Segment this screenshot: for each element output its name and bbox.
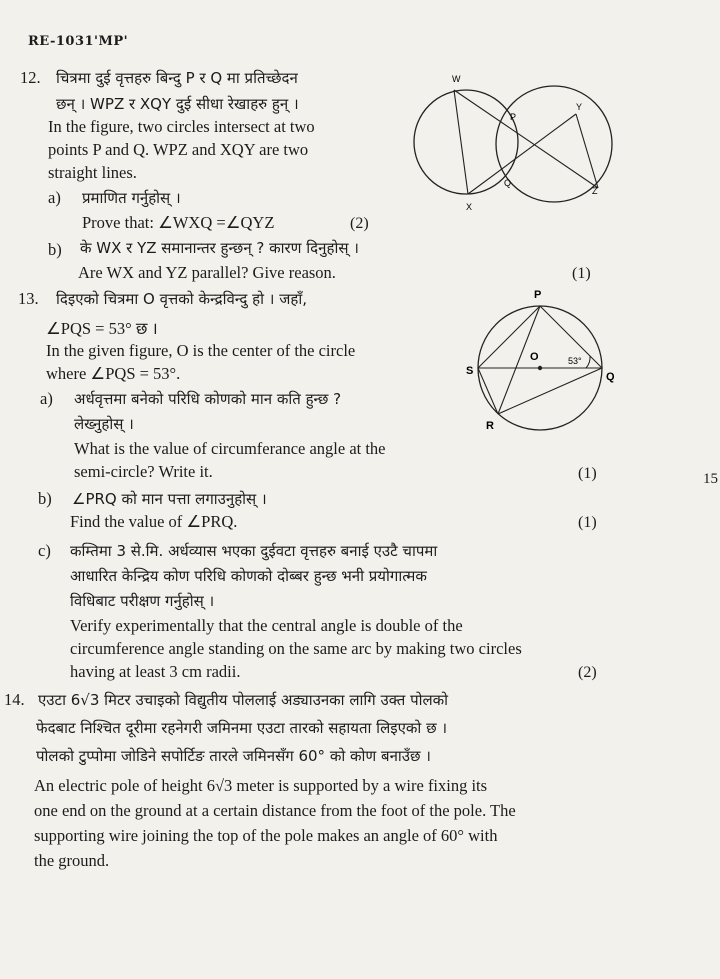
q12-b-np: के WX र YZ समानान्तर हुन्छन् ? कारण दिनुहोस् । [80,239,359,257]
q12-label-z: Z [592,186,598,196]
q12-label-x: X [466,202,473,212]
q12-np-line2: छन् । WPZ र XQY दुई सीधा रेखाहरु हुन् । [56,95,299,113]
q14-en-line1: An electric pole of height 6√3 meter is supported by a wire fixing its [34,776,488,795]
q12-label-p: P [510,112,517,122]
q12-a-en: Prove that: ∠WXQ =∠QYZ [82,213,275,232]
q12-line-xqy [468,114,576,194]
q13-angle-arc [586,356,590,368]
paper-code: RE-1031'MP' [28,34,129,49]
q12-b-label: b) [48,240,62,259]
q13-label-p: P [534,289,542,301]
q13-en-line2: where ∠PQS = 53°. [46,364,181,383]
q13-c-en1: Verify experimentally that the central angle is double of the [70,616,463,635]
q13-c-en3: having at least 3 cm radii. [70,662,241,681]
q13-label-q: Q [606,371,615,383]
q13-center-dot [538,366,542,370]
q13-np-line1: दिइएको चित्रमा O वृत्तको केन्द्रविन्दु हो । जहाँ, [56,290,307,308]
q12-label-y: Y [576,102,583,112]
q13-label-s: S [466,365,474,377]
side-page-number: 15 [703,471,718,487]
q13-a-marks: (1) [578,465,597,482]
q13-a-label: a) [40,389,53,408]
q13-label-r: R [486,420,494,432]
q13-b-label: b) [38,489,52,508]
q13-a-en1: What is the value of circumferance angle at the [74,439,386,458]
q12-right-circle [496,86,612,202]
q12-a-np: प्रमाणित गर्नुहोस् । [82,189,181,207]
q12-b-en: Are WX and YZ parallel? Give reason. [78,263,336,282]
q12-en-line2: points P and Q. WPZ and XQY are two [48,140,309,159]
q13-c-marks: (2) [578,664,597,681]
q13-label-o: O [530,351,539,363]
q14-np-line2: फेदबाट निश्चित दूरीमा रहनेगरी जमिनमा एउटा तारको सहायता लिइएको छ । [36,719,448,737]
q13-chord-sr [478,368,498,414]
q12-chord-yz [576,114,598,188]
q13-b-np: ∠PRQ को मान पत्ता लगाउनुहोस् । [72,490,267,508]
q12-a-marks: (2) [350,215,369,232]
q14-number: 14. [4,690,25,709]
q12-a-label: a) [48,188,61,207]
q13-en-line1: In the given figure, O is the center of the circle [46,341,356,360]
q13-c-label: c) [38,541,51,560]
q13-number: 13. [18,289,39,308]
q12-label-w: W [452,74,461,84]
q12-np-line1: चित्रमा दुई वृत्तहरु बिन्दु P र Q मा प्रतिच्छेदन [56,69,298,87]
q12-en-line3: straight lines. [48,163,137,182]
q12-number: 12. [20,68,41,87]
q13-a-en2: semi-circle? Write it. [74,462,213,481]
q13-a-np2: लेख्नुहोस् । [74,415,134,433]
q13-figure [456,284,622,434]
q14-np-line1: एउटा 6√3 मिटर उचाइको विद्युतीय पोललाई अड्याउनका लागि उक्त पोलको [38,691,449,709]
q13-a-np1: अर्धवृत्तमा बनेको परिधि कोणको मान कति हुन्छ ? [74,390,342,408]
q12-b-marks: (1) [572,265,591,282]
q13-c-np1: कम्तिमा 3 से.मि. अर्धव्यास भएका दुईवटा वृत्तहरु बनाई एउटै चापमा [70,542,438,560]
q14-en-line4: the ground. [34,851,110,870]
q13-np-line2: ∠PQS = 53° छ । [46,319,158,338]
q13-c-np2: आधारित केन्द्रिय कोण परिधि कोणको दोब्बर हुन्छ भनी प्रयोगात्मक [70,567,427,585]
q12-label-q: Q [504,178,512,188]
q13-label-angle: 53° [568,356,582,366]
q13-c-np3: विधिबाट परीक्षण गर्नुहोस् । [70,592,215,610]
q12-figure [408,66,620,214]
q13-b-en: Find the value of ∠PRQ. [70,512,238,531]
q12-chord-wx [454,90,468,194]
q14-en-line3: supporting wire joining the top of the pole makes an angle of 60° with [34,826,498,845]
q14-en-line2: one end on the ground at a certain distance from the foot of the pole. The [34,801,516,820]
q13-c-en2: circumference angle standing on the same arc by making two circles [70,639,522,658]
q13-b-marks: (1) [578,514,597,531]
q12-en-line1: In the figure, two circles intersect at two [48,117,315,136]
q14-np-line3: पोलको टुप्पोमा जोडिने सपोर्टिङ तारले जमिनसँग 60° को कोण बनाउँछ । [36,747,431,765]
